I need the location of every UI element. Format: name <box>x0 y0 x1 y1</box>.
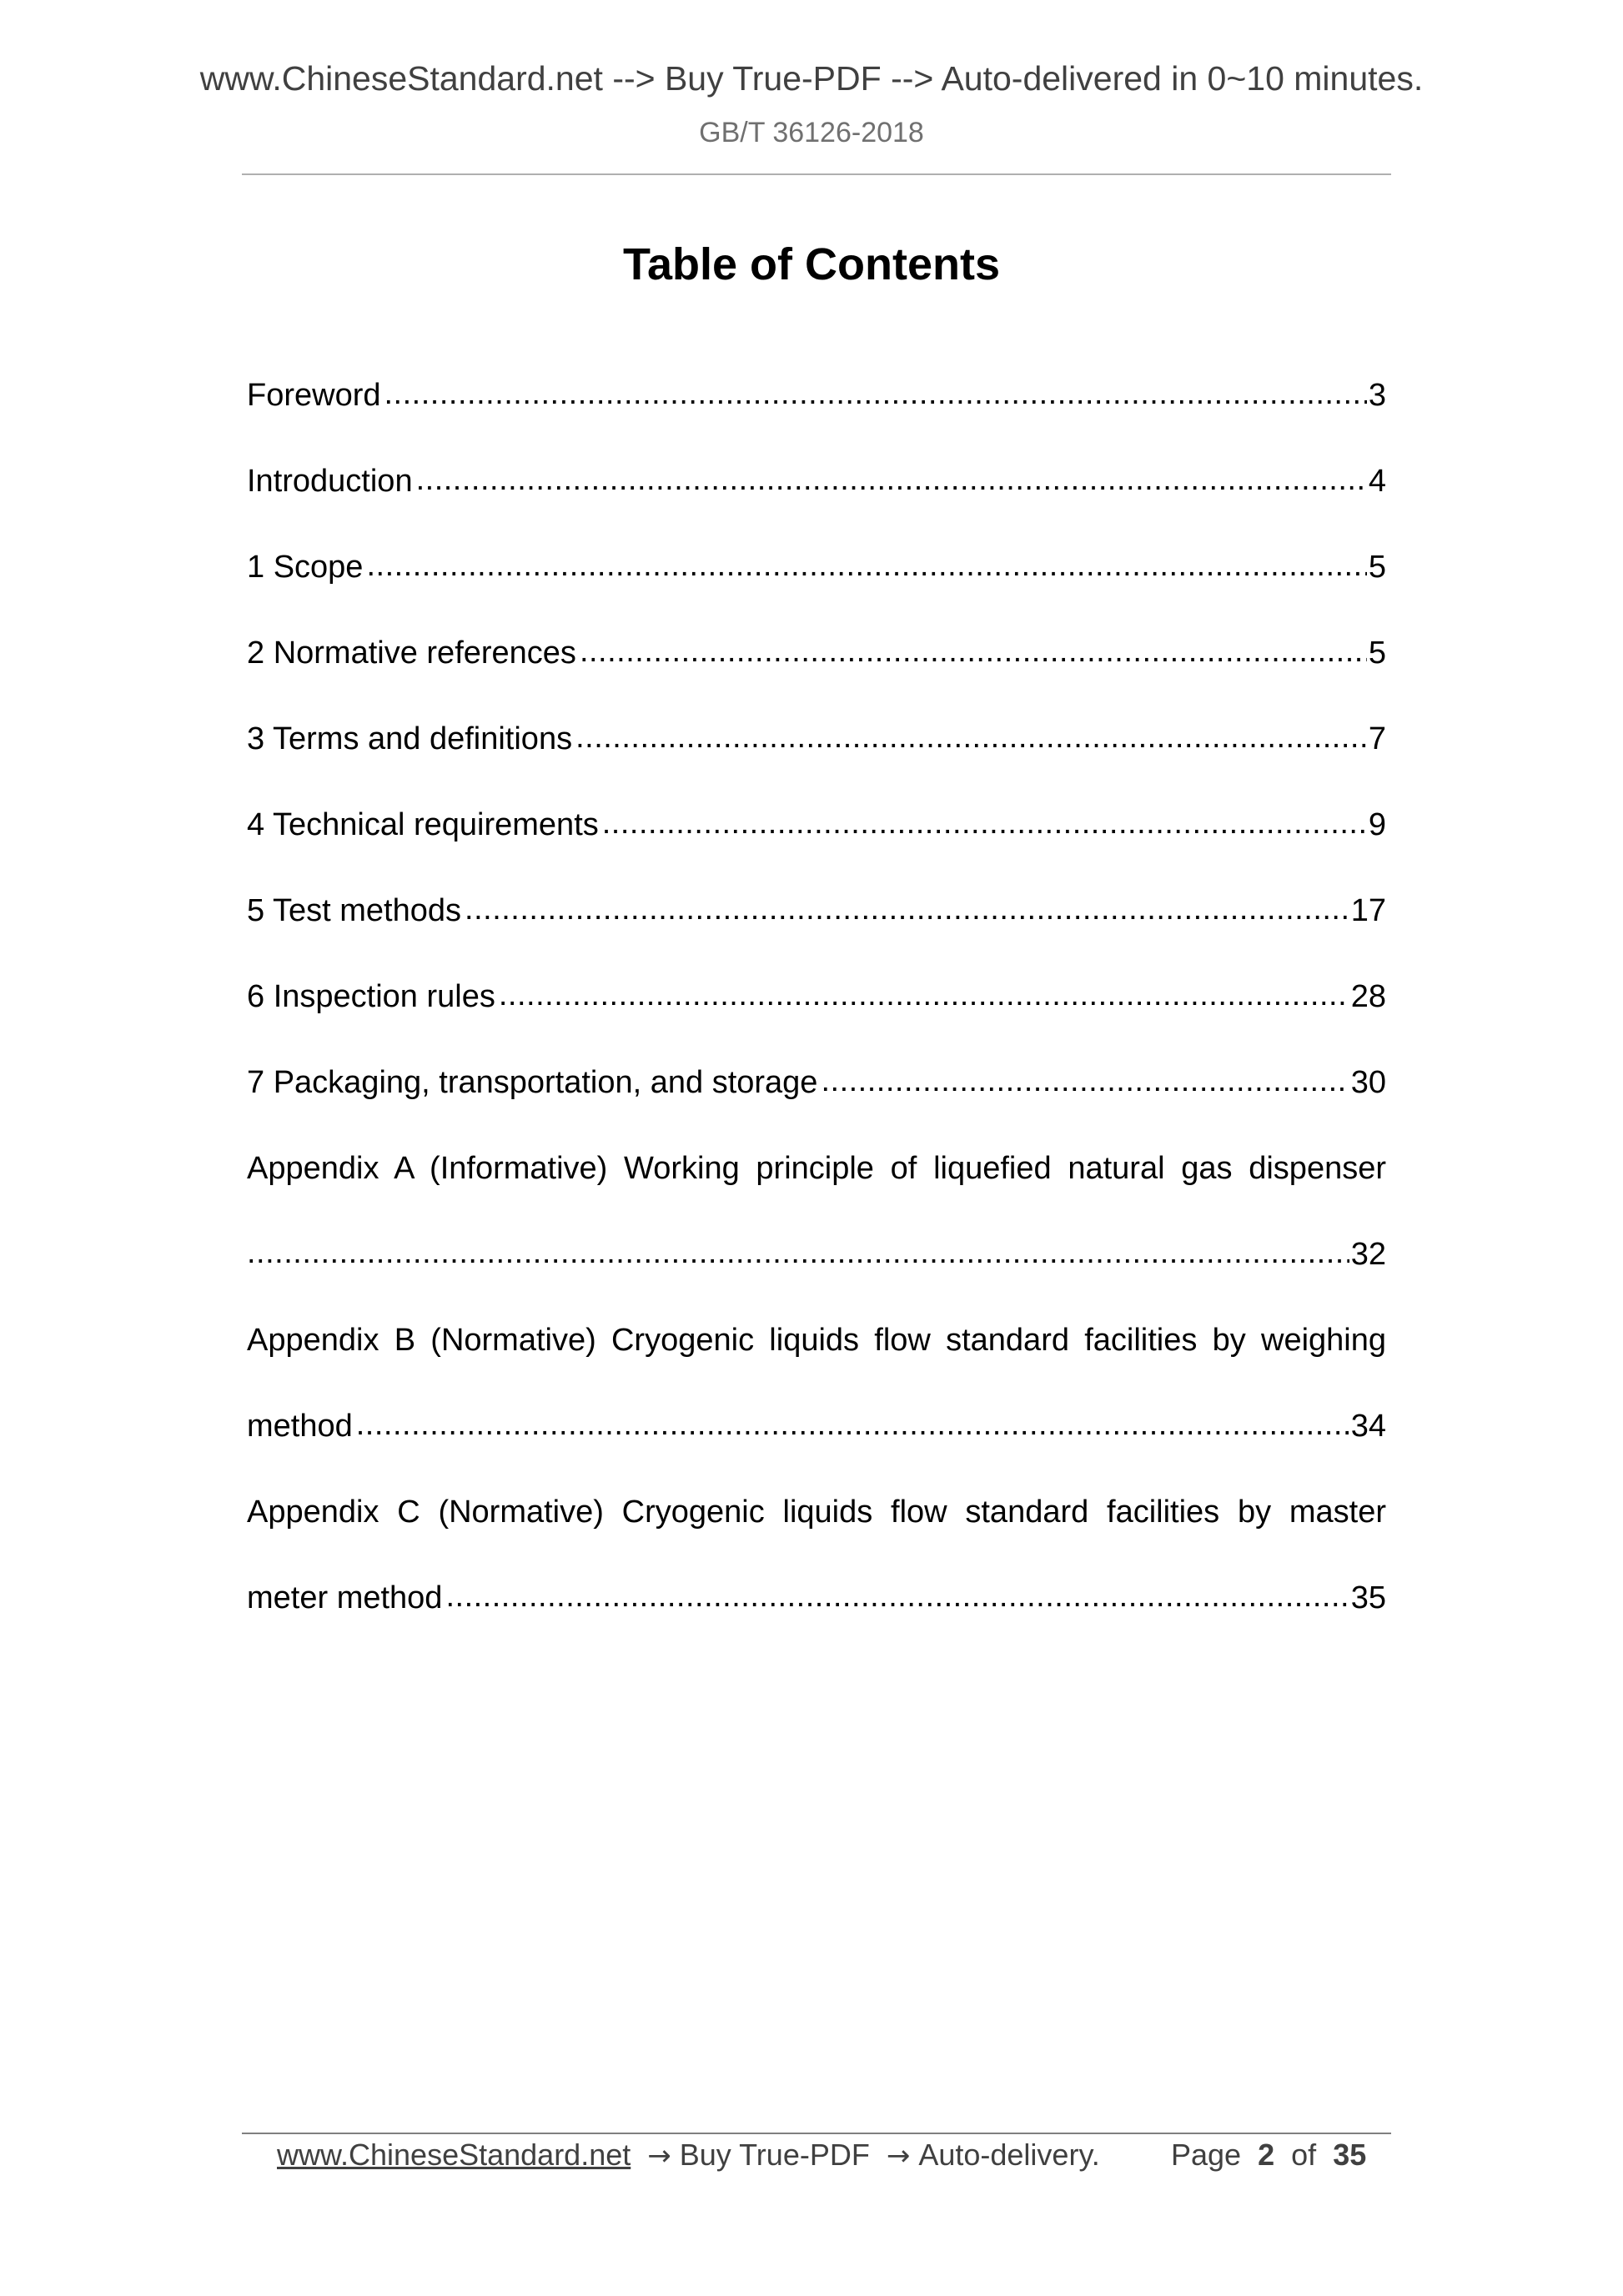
dot-leader <box>366 550 1366 581</box>
dot-leader <box>602 807 1367 839</box>
dot-leader <box>499 979 1349 1011</box>
toc-entry-inspection-rules[interactable] <box>247 953 1386 1039</box>
toc-entry-introduction[interactable] <box>247 438 1386 524</box>
toc-entry-packaging[interactable] <box>247 1039 1386 1125</box>
toc-entry-page: 28 <box>1350 978 1386 1014</box>
toc-entry-normative-references[interactable] <box>247 610 1386 696</box>
table-of-contents <box>247 352 1386 1640</box>
toc-entry-page: 35 <box>1350 1580 1386 1615</box>
footer-divider <box>242 2133 1391 2134</box>
toc-entry-appendix-a-page-line[interactable] <box>247 1211 1386 1297</box>
page-total: 35 <box>1333 2138 1367 2172</box>
toc-entry-label: Appendix B (Normative) Cryogenic liquids flow standard facilities by weighing <box>247 1322 1386 1358</box>
dot-leader <box>356 1409 1349 1440</box>
toc-entry-label: meter method <box>247 1580 443 1615</box>
footer-delivery-text: Auto-delivery. <box>918 2138 1100 2172</box>
dot-leader <box>465 893 1349 925</box>
toc-entry-page: 5 <box>1368 549 1386 585</box>
footer-promo <box>277 2138 1100 2173</box>
toc-entry-label: Appendix C (Normative) Cryogenic liquids flow standard facilities by master <box>247 1494 1386 1530</box>
toc-entry-label: Introduction <box>247 463 413 499</box>
toc-entry-page: 32 <box>1350 1236 1386 1272</box>
toc-entry-appendix-b-page-line[interactable] <box>247 1383 1386 1469</box>
toc-entry-foreword[interactable] <box>247 352 1386 438</box>
toc-entry-page: 30 <box>1350 1064 1386 1100</box>
right-arrow-icon: → <box>886 2139 911 2173</box>
toc-entry-page: 34 <box>1350 1408 1386 1444</box>
toc-entry-label: Appendix A (Informative) Working principle of liquefied natural gas dispenser <box>247 1150 1386 1186</box>
page-title: Table of Contents <box>623 239 1000 289</box>
dot-leader <box>384 378 1367 409</box>
toc-entry-technical-requirements[interactable] <box>247 781 1386 867</box>
page-current: 2 <box>1258 2138 1275 2172</box>
footer-site-link[interactable]: www.ChineseStandard.net <box>277 2138 631 2172</box>
page-word: Page <box>1171 2138 1242 2172</box>
dot-leader <box>416 464 1367 495</box>
dot-leader <box>580 636 1367 667</box>
of-word: of <box>1291 2138 1317 2172</box>
toc-entry-appendix-c-page-line[interactable] <box>247 1555 1386 1640</box>
toc-entry-page: 17 <box>1350 892 1386 928</box>
toc-entry-page: 7 <box>1368 721 1386 756</box>
toc-entry-label: 7 Packaging, transportation, and storage <box>247 1064 818 1100</box>
footer-buy-text: Buy True-PDF <box>679 2138 870 2172</box>
toc-entry-label: 1 Scope <box>247 549 364 585</box>
toc-entry-label: 5 Test methods <box>247 892 462 928</box>
toc-entry-appendix-a[interactable] <box>247 1125 1386 1211</box>
dot-leader <box>575 721 1367 753</box>
dot-leader <box>821 1065 1349 1097</box>
right-arrow-icon: → <box>647 2139 671 2173</box>
dot-leader <box>445 1580 1349 1612</box>
toc-entry-label: 2 Normative references <box>247 635 576 671</box>
toc-entry-page: 4 <box>1368 463 1386 499</box>
toc-entry-page: 3 <box>1368 377 1386 413</box>
toc-entry-label: Foreword <box>247 377 381 413</box>
toc-entry-terms-and-definitions[interactable] <box>247 696 1386 781</box>
toc-entry-label: 6 Inspection rules <box>247 978 495 1014</box>
toc-entry-appendix-c[interactable] <box>247 1469 1386 1555</box>
toc-entry-scope[interactable] <box>247 524 1386 610</box>
toc-entry-test-methods[interactable] <box>247 867 1386 953</box>
dot-leader <box>247 1237 1349 1269</box>
toc-entry-label: method <box>247 1408 353 1444</box>
toc-entry-label: 3 Terms and definitions <box>247 721 573 756</box>
header-top-line: www.ChineseStandard.net --> Buy True-PDF --> Auto-delivered in 0~10 minutes. <box>199 59 1424 98</box>
standard-code: GB/T 36126-2018 <box>699 117 924 148</box>
header-divider <box>242 173 1391 175</box>
toc-entry-page: 9 <box>1368 806 1386 842</box>
page-number <box>1171 2140 1366 2170</box>
toc-entry-page: 5 <box>1368 635 1386 671</box>
toc-entry-label: 4 Technical requirements <box>247 806 599 842</box>
toc-entry-appendix-b[interactable] <box>247 1297 1386 1383</box>
